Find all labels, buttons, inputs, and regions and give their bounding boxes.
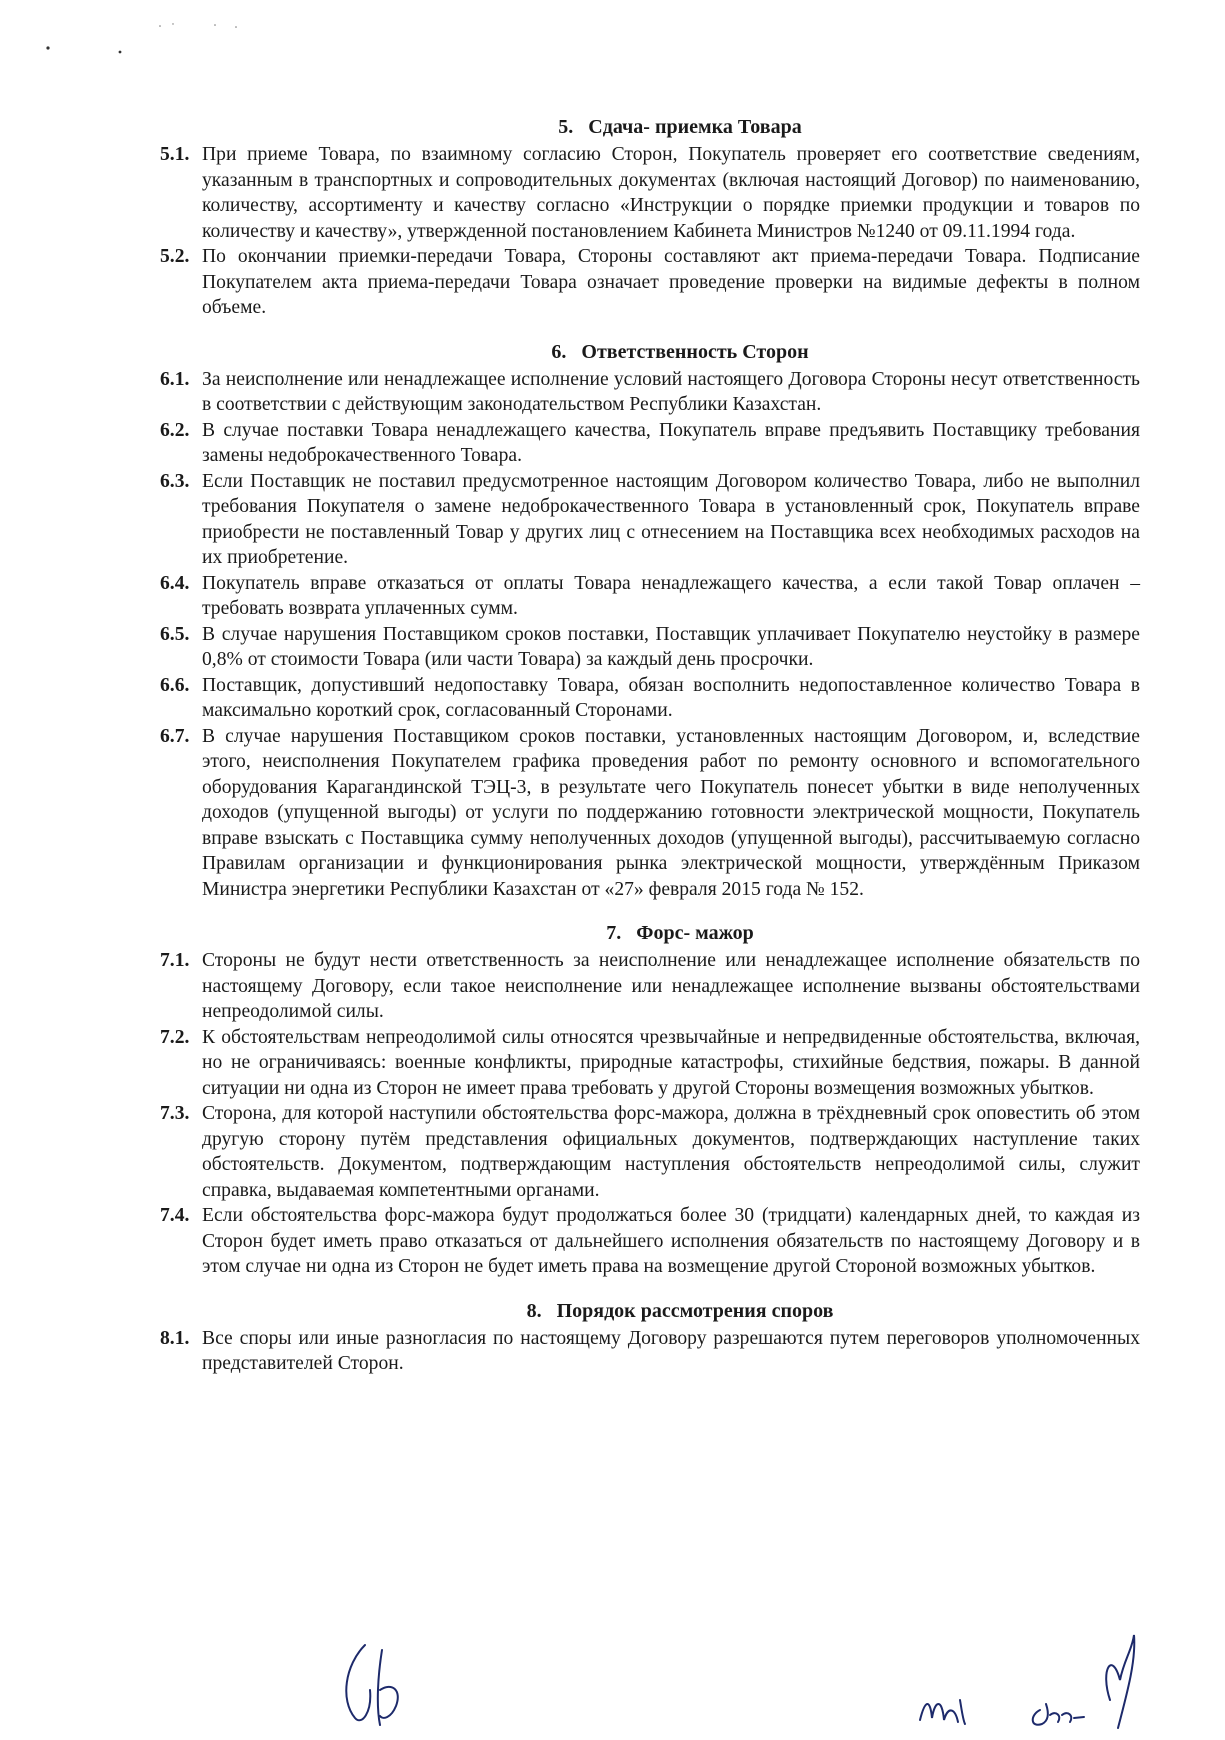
section-heading	[160, 114, 1140, 140]
section-number: 5.	[558, 116, 574, 138]
section-title: Сдача- приемка Товара	[588, 116, 802, 138]
section-heading	[160, 339, 1140, 365]
clause-number: 8.1.	[160, 1327, 190, 1349]
clause	[160, 367, 1140, 418]
clause	[160, 1326, 1140, 1377]
clause	[160, 1203, 1140, 1280]
clause-number: 7.2.	[160, 1026, 190, 1048]
clause-text: К обстоятельствам непреодолимой силы относятся чрезвычайные и непредвиденные обстоятельства, включая, но не ограничиваясь: военные конфликты, природные катастрофы, стихийные бедствия, пожары. В данной ситуации ни одна из Сторон не имеет права требовать у другой Стороны возмещения возможных убытков.	[202, 1026, 1140, 1099]
clause	[160, 142, 1140, 244]
clause-number: 6.7.	[160, 725, 190, 747]
section-heading	[160, 1298, 1140, 1324]
clause	[160, 622, 1140, 673]
section-title: Ответственность Сторон	[581, 340, 809, 363]
document-body	[160, 114, 1140, 1395]
section-7	[160, 920, 1140, 1280]
section-number: 7.	[606, 922, 622, 944]
signature-left	[346, 1645, 398, 1725]
clause-text: В случае нарушения Поставщиком сроков поставки, Поставщик уплачивает Покупателю неустойку в размере 0,8% от стоимости Товара (или части Товара) за каждый день просрочки.	[202, 623, 1140, 670]
section-number: 6.	[551, 340, 567, 363]
section-title: Порядок рассмотрения споров	[556, 1299, 834, 1322]
clause	[160, 948, 1140, 1025]
clause-text: Поставщик, допустивший недопоставку Товара, обязан восполнить недопоставленное количество Товара в максимально короткий срок, согласованный Сторонами.	[202, 674, 1140, 721]
clause-number: 6.2.	[160, 419, 190, 441]
clause-number: 7.1.	[160, 950, 190, 971]
clause	[160, 724, 1140, 903]
clause-text: Сторона, для которой наступили обстоятельства форс-мажора, должна в трёхдневный срок оповестить об этом другую сторону путём представления официальных документов, подтверждающих наступление таких обстоятельств. Документом, подтверждающим наступления обстоятельств непреодолимой силы, служит справка, выдаваемая компетентными органами.	[202, 1103, 1140, 1201]
clause	[160, 418, 1140, 469]
signatures	[0, 1620, 1225, 1740]
clause-text: Все споры или иные разногласия по настоящему Договору разрешаются путем переговоров уполномоченных представителей Сторон.	[202, 1327, 1140, 1374]
clause	[160, 1025, 1140, 1102]
clause-number: 6.1.	[160, 368, 190, 390]
clause	[160, 673, 1140, 724]
clause	[160, 469, 1140, 571]
clause-number: 7.3.	[160, 1103, 190, 1124]
clause-text: Покупатель вправе отказаться от оплаты Товара ненадлежащего качества, а если такой Товар оплачен – требовать возврата уплаченных сумм.	[202, 572, 1140, 619]
clause-text: Если обстоятельства форс-мажора будут продолжаться более 30 (тридцати) календарных дней, то каждая из Сторон будет иметь право отказаться от дальнейшего исполнения обязательств по настоящему Договору и в этом случае ни одна из Сторон не будет иметь права на возмещение другой Стороной возможных убытков.	[202, 1205, 1140, 1277]
section-heading	[160, 920, 1140, 946]
clause	[160, 571, 1140, 622]
clause-text: В случае нарушения Поставщиком сроков поставки, установленных настоящим Договором, и, вследствие этого, неисполнения Покупателем графика проведения работ по ремонту основного и вспомогательного оборудования Карагандинской ТЭЦ-3, в результате чего Покупатель понесет убытки в виде неполученных доходов (упущенной выгоды) от услуги по поддержанию готовности электрической мощности, Покупатель вправе взыскать с Поставщика сумму неполученных доходов (упущенной выгоды), рассчитываемую согласно Правилам организации и функционирования рынка электрической мощности, утверждённым Приказом Министра энергетики Республики Казахстан от «27» февраля 2015 года № 152.	[202, 725, 1140, 900]
clause	[160, 1101, 1140, 1203]
clause-number: 6.3.	[160, 470, 190, 492]
clause-text: При приеме Товара, по взаимному согласию Сторон, Покупатель проверяет его соответствие сведениям, указанным в транспортных и сопроводительных документах (включая настоящий Договор) по наименованию, количеству, ассортименту и качеству согласно «Инструкции о порядке приемки продукции и товаров по количеству и качеству», утвержденной постановлением Кабинета Министров №1240 от 09.11.1994 года.	[202, 144, 1140, 242]
clause-number: 7.4.	[160, 1205, 190, 1226]
section-8	[160, 1298, 1140, 1377]
scan-specks	[40, 20, 260, 60]
clause-number: 6.6.	[160, 674, 190, 696]
section-6	[160, 339, 1140, 903]
section-number: 8.	[526, 1299, 542, 1322]
clause-number: 5.2.	[160, 246, 190, 267]
clause-text: Если Поставщик не поставил предусмотренное настоящим Договором количество Товара, либо не выполнил требования Покупателя о замене недоброкачественного Товара в установленный срок, Покупатель вправе приобрести не поставленный Товар у других лиц с отнесением на Поставщика всех необходимых расходов на их приобретение.	[202, 470, 1140, 568]
clause	[160, 244, 1140, 321]
clause-text: За неисполнение или ненадлежащее исполнение условий настоящего Договора Стороны несут ответственность в соответствии с действующим законодательством Республики Казахстан.	[202, 368, 1140, 415]
clause-number: 6.4.	[160, 572, 190, 594]
clause-number: 6.5.	[160, 623, 190, 645]
section-title: Форс- мажор	[636, 922, 754, 944]
clause-number: 5.1.	[160, 144, 190, 165]
signature-right	[920, 1635, 1134, 1728]
section-5	[160, 114, 1140, 321]
clause-text: По окончании приемки-передачи Товара, Стороны составляют акт приема-передачи Товара. Подписание Покупателем акта приема-передачи Товара означает проведение проверки на видимые дефекты в полном объеме.	[202, 246, 1140, 318]
clause-text: Стороны не будут нести ответственность за неисполнение или ненадлежащее исполнение обязательств по настоящему Договору, если такое неисполнение или ненадлежащее исполнение вызваны обстоятельствами непреодолимой силы.	[202, 950, 1140, 1022]
clause-text: В случае поставки Товара ненадлежащего качества, Покупатель вправе предъявить Поставщику требования замены недоброкачественного Товара.	[202, 419, 1140, 466]
